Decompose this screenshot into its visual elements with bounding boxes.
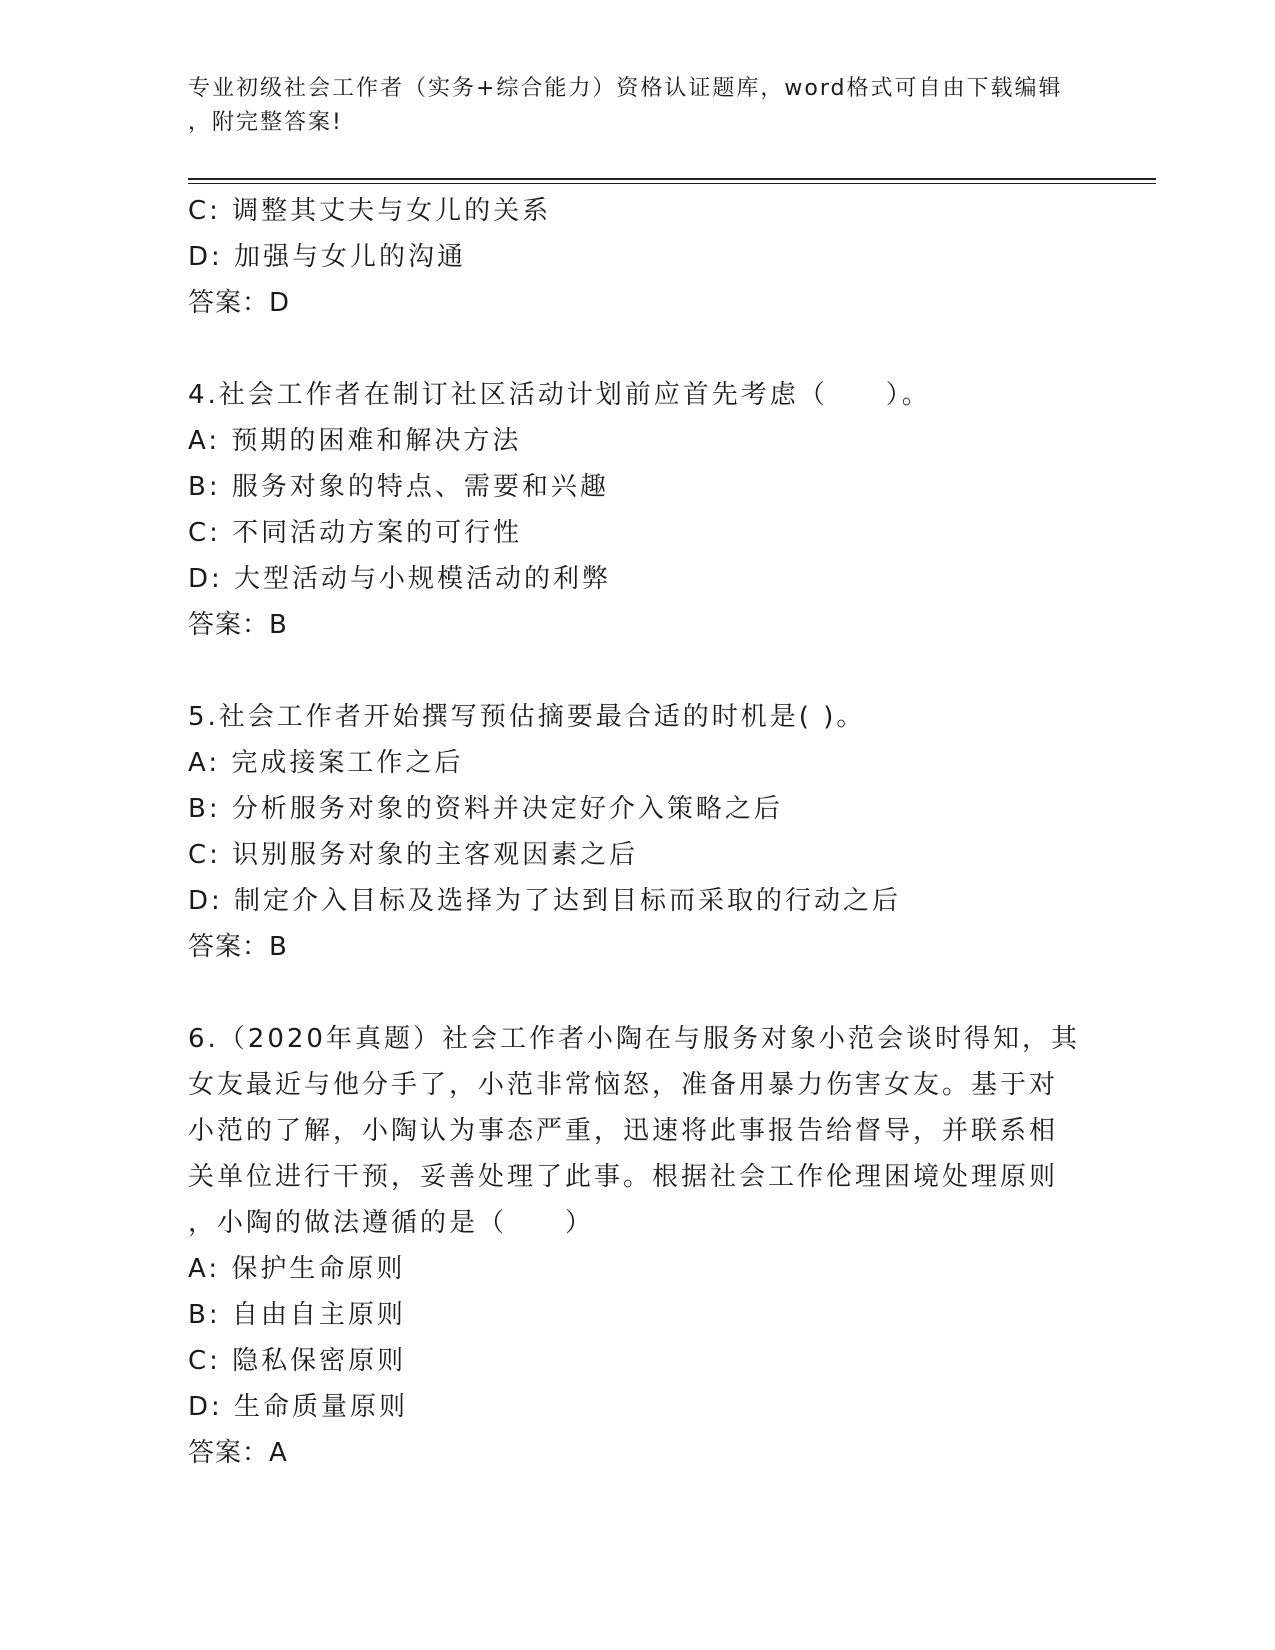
q5-stem: 5.社会工作者开始撰写预估摘要最合适的时机是( )。 bbox=[188, 702, 866, 732]
q6-option-a: A: 保护生命原则 bbox=[188, 1254, 406, 1284]
q3-option-d: D: 加强与女儿的沟通 bbox=[188, 242, 467, 272]
q3-answer: 答案：D bbox=[188, 288, 291, 318]
q4-option-b: B: 服务对象的特点、需要和兴趣 bbox=[188, 472, 609, 502]
q4-stem: 4.社会工作者在制订社区活动计划前应首先考虑（ ）。 bbox=[188, 380, 931, 410]
q6-option-d: D: 生命质量原则 bbox=[188, 1392, 409, 1422]
q5-option-c: C: 识别服务对象的主客观因素之后 bbox=[188, 840, 639, 870]
q6-option-c: C: 隐私保密原则 bbox=[188, 1346, 407, 1376]
q6-option-b: B: 自由自主原则 bbox=[188, 1300, 406, 1330]
q4-answer: 答案：B bbox=[188, 610, 288, 640]
q6-stem-line-1: 6.（2020年真题）社会工作者小陶在与服务对象小范会谈时得知，其 bbox=[188, 1024, 1080, 1054]
q6-stem-line-2: 女友最近与他分手了，小范非常恼怒，准备用暴力伤害女友。基于对 bbox=[188, 1070, 1059, 1100]
document-header bbox=[188, 72, 1088, 140]
q5-option-a: A: 完成接案工作之后 bbox=[188, 748, 464, 778]
spacer bbox=[188, 326, 1088, 372]
q4-option-c: C: 不同活动方案的可行性 bbox=[188, 518, 523, 548]
q4-option-a: A: 预期的困难和解决方法 bbox=[188, 426, 522, 456]
header-title-line-2: ，附完整答案! bbox=[188, 110, 343, 135]
spacer bbox=[188, 970, 1088, 1016]
q4-option-d: D: 大型活动与小规模活动的利弊 bbox=[188, 564, 612, 594]
question-5-block bbox=[188, 694, 1088, 970]
q6-stem-line-4: 关单位进行干预，妥善处理了此事。根据社会工作伦理困境处理原则 bbox=[188, 1162, 1059, 1192]
header-divider-thin bbox=[188, 183, 1156, 184]
q6-answer: 答案：A bbox=[188, 1438, 288, 1468]
header-title-line-1: 专业初级社会工作者（实务+综合能力）资格认证题库，word格式可自由下载编辑 bbox=[188, 76, 1063, 101]
q3-option-c: C: 调整其丈夫与女儿的关系 bbox=[188, 196, 552, 226]
q6-stem-line-5: ，小陶的做法遵循的是（ ） bbox=[188, 1208, 595, 1238]
q5-option-d: D: 制定介入目标及选择为了达到目标而采取的行动之后 bbox=[188, 886, 902, 916]
question-6-block bbox=[188, 1016, 1088, 1476]
header-divider-thick bbox=[188, 178, 1156, 180]
q6-stem-line-3: 小范的了解，小陶认为事态严重，迅速将此事报告给督导，并联系相 bbox=[188, 1116, 1059, 1146]
q5-answer: 答案：B bbox=[188, 932, 288, 962]
spacer bbox=[188, 648, 1088, 694]
q5-option-b: B: 分析服务对象的资料并决定好介入策略之后 bbox=[188, 794, 783, 824]
document-body bbox=[188, 188, 1088, 1476]
question-4-block bbox=[188, 372, 1088, 648]
question-3-block bbox=[188, 188, 1088, 326]
